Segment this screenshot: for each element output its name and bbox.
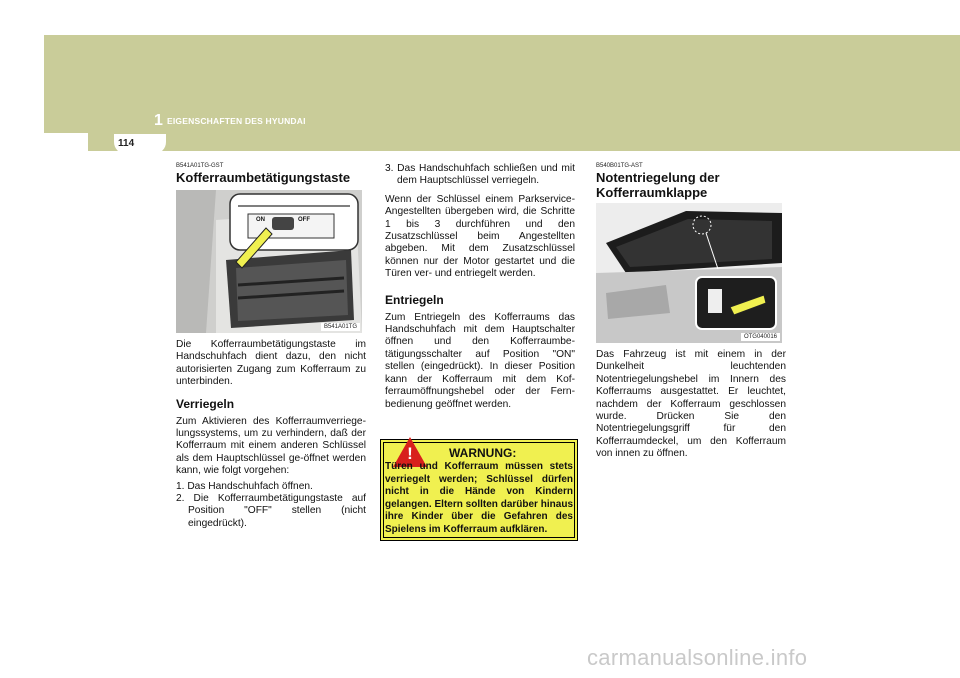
subheading-unlock: Entriegeln [385,292,444,307]
section-heading: Kofferraumbetätigungstaste [176,170,351,185]
switch-on-label: ON [256,217,265,223]
intro-text: Die Kofferraumbetätigungstaste im Handschuhfach dient dazu, den nicht autorisierten Zugang zum Kofferraum zu unterbinden. [176,339,366,388]
image-caption: B541A01TG [321,323,360,331]
emergency-text: Das Fahrzeug ist mit einem in der Dunkelheit leuchtenden Notentriegelungshebel im Innern des Kofferraums ausgestattet. Er leuchtet, nachdem der Kofferraum geschlossen wurde. Drücken Sie den Notentriegelungsgriff für den Kofferraumdeckel, um den Kofferraum von innen zu öffnen. [596,349,786,460]
chapter-number: 1 [154,112,163,129]
warning-text: Türen und Kofferraum müssen stets verriegelt werden; Schlüssel dürfen nicht in die Hände von Kindern gelangen. Eltern sollten darüber hinaus ihre Kinder über die Gefahren des Spielens im Kofferraum aufklären. [385,461,573,535]
heading-line-1: Notentriegelung der [596,170,720,185]
lock-text: Zum Aktivieren des Kofferraumverriege-lungssystems, um zu verhindern, daß der Kofferraum mit einem anderen Schlüssel als dem Hauptschlüssel ge-öffnet werden kann, wie folgt vorgehen: [176,415,366,477]
steps-list [176,481,366,531]
column-emergency-release [596,163,786,461]
section-code: B541A01TG-GST [176,163,224,169]
image-caption: OTG040016 [741,333,780,341]
heading-line-2: Kofferraumklappe [596,185,708,200]
switch-off-label: OFF [298,217,310,223]
column-unlock [385,163,575,411]
chapter-title: EIGENSCHAFTEN DES HYUNDAI [167,116,306,126]
unlock-text: Zum Entriegeln des Kofferraums das Handschuhfach mit dem Hauptschalter öffnen und den Kofferraumbe-tätigungsschalter auf Position "ON" stellen (eingedrückt). In dieser Position kann der Kofferraum mit dem Kof-ferraumöffnungshebel oder der Fern-bedienung geöffnet werden. [385,311,575,410]
list-item: 3. Das Handschuhfach schließen und mit dem Hauptschlüssel verriegeln. [385,163,575,187]
page-tab-band [88,133,960,151]
exclamation-icon: ! [407,444,413,463]
list-item: 2. Die Kofferraumbetätigungstaste auf Position "OFF" stellen (nicht eingedrückt). [176,493,366,529]
trunk-photo [596,203,782,343]
page-number: 114 [118,138,135,149]
subheading-lock: Verriegeln [176,396,235,411]
list-item: 1. Das Handschuhfach öffnen. [176,480,313,492]
glovebox-photo [176,190,362,333]
section-heading [596,170,786,200]
warning-title: WARNUNG: [449,446,517,460]
trunk-illustration [596,203,782,343]
watermark: carmanualsonline.info [587,645,808,670]
glovebox-illustration [176,190,362,333]
warning-box [380,439,578,541]
section-code: B540B01TG-AST [596,163,643,169]
column-trunk-button [176,163,366,530]
steps-list-cont [385,163,575,188]
valet-text: Wenn der Schlüssel einem Parkservice-Angestellten übergeben wird, die Schritte 1 bis 3 durchführen und den Zusatzschlüssel beim Angestellten abgeben. Mit dem Zusatzschlüssel können nur der Motor gestartet und die Türen ver- und entriegelt werden. [385,193,575,280]
